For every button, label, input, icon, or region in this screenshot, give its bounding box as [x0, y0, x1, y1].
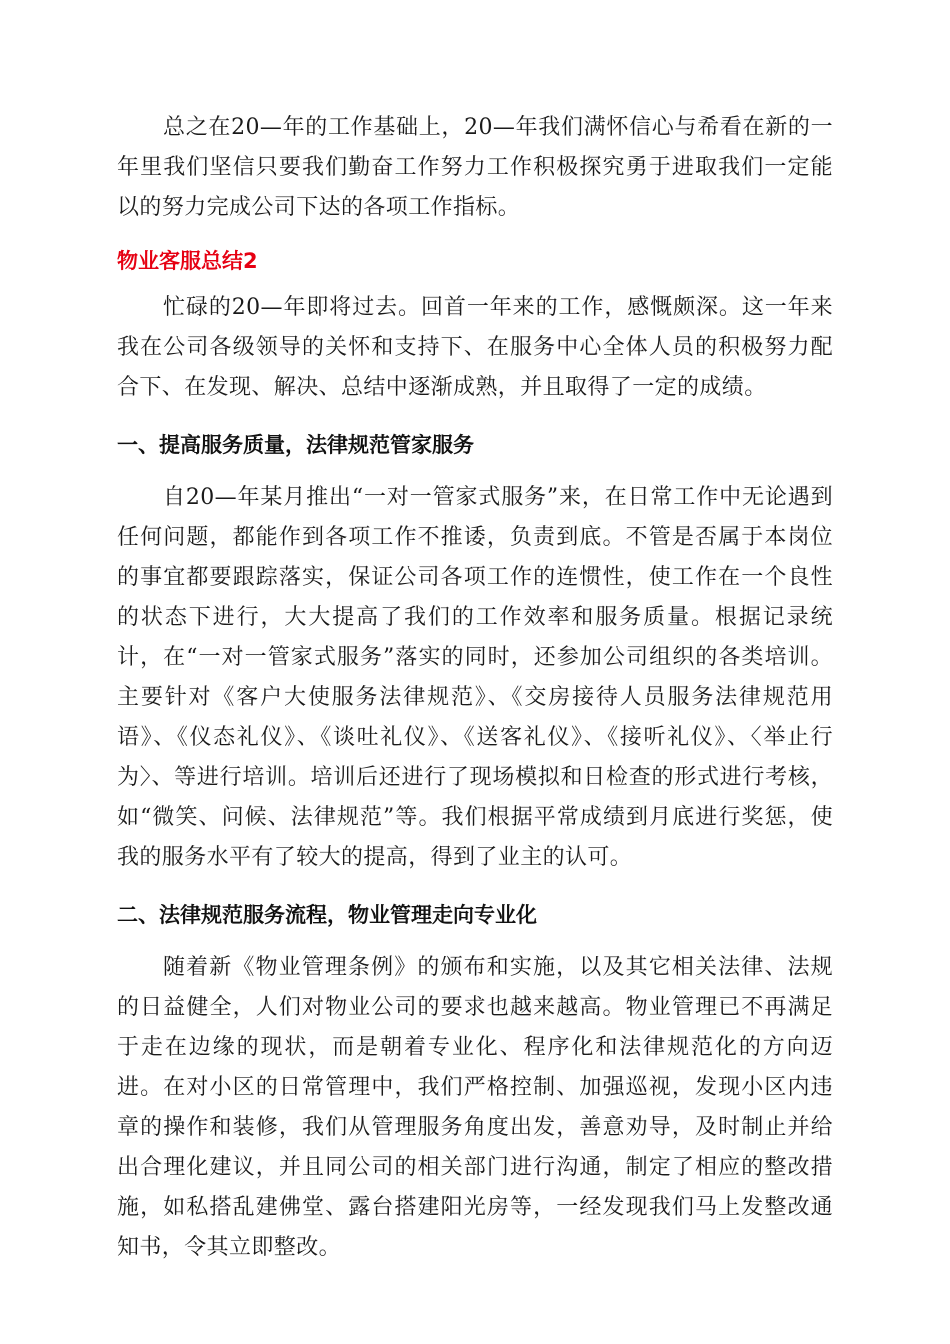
paragraph-service-quality: 自20—年某月推出“一对一管家式服务”来，在日常工作中无论遇到任何问题，都能作到各项工作不推诿，负责到底。不管是否属于本岗位的事宜都要跟踪落实，保证公司各项工作的连惯性，使工作在一个良性的状态下进行，大大提高了我们的工作效率和服务质量。根据记录统计，在“一对一管家式服务”落实的同时，还参加公司组织的各类培训。主要针对《客户大使服务法律规范》、《交房接待人员服务法律规范用语》、《仪态礼仪》、《谈吐礼仪》、《送客礼仪》、《接听礼仪》、〈举止行为〉、等进行培训。培训后还进行了现场模拟和日检查的形式进行考核，如“微笑、问候、法律规范”等。我们根据平常成绩到月底进行奖惩，使我的服务水平有了较大的提高，得到了业主的认可。 [117, 485, 833, 870]
paragraph-service-process: 随着新《物业管理条例》的颁布和实施，以及其它相关法律、法规的日益健全，人们对物业公司的要求也越来越高。物业管理已不再满足于走在边缘的现状，而是朝着专业化、程序化和法律规范化的方向迈进。在对小区的日常管理中，我们严格控制、加强巡视，发现小区内违章的操作和装修，我们从管理服务角度出发，善意劝导，及时制止并给出合理化建议，并且同公司的相关部门进行沟通，制定了相应的整改措施，如私搭乱建佛堂、露台搭建阳光房等，一经发现我们马上发整改通知书，令其立即整改。 [117, 955, 833, 1260]
paragraph-conclusion: 总之在20—年的工作基础上，20—年我们满怀信心与希看在新的一年里我们坚信只要我们勤奋工作努力工作积极探究勇于进取我们一定能以的努力完成公司下达的各项工作指标。 [117, 115, 833, 220]
section-title: 物业客服总结2 [117, 249, 258, 273]
heading-service-process: 二、法律规范服务流程，物业管理走向专业化 [117, 903, 537, 927]
document-body [117, 108, 833, 1268]
heading-service-quality: 一、提高服务质量，法律规范管家服务 [117, 433, 474, 457]
paragraph-intro: 忙碌的20—年即将过去。回首一年来的工作，感慨颇深。这一年来我在公司各级领导的关怀和支持下、在服务中心全体人员的积极努力配合下、在发现、解决、总结中逐渐成熟，并且取得了一定的成绩。 [117, 295, 833, 400]
